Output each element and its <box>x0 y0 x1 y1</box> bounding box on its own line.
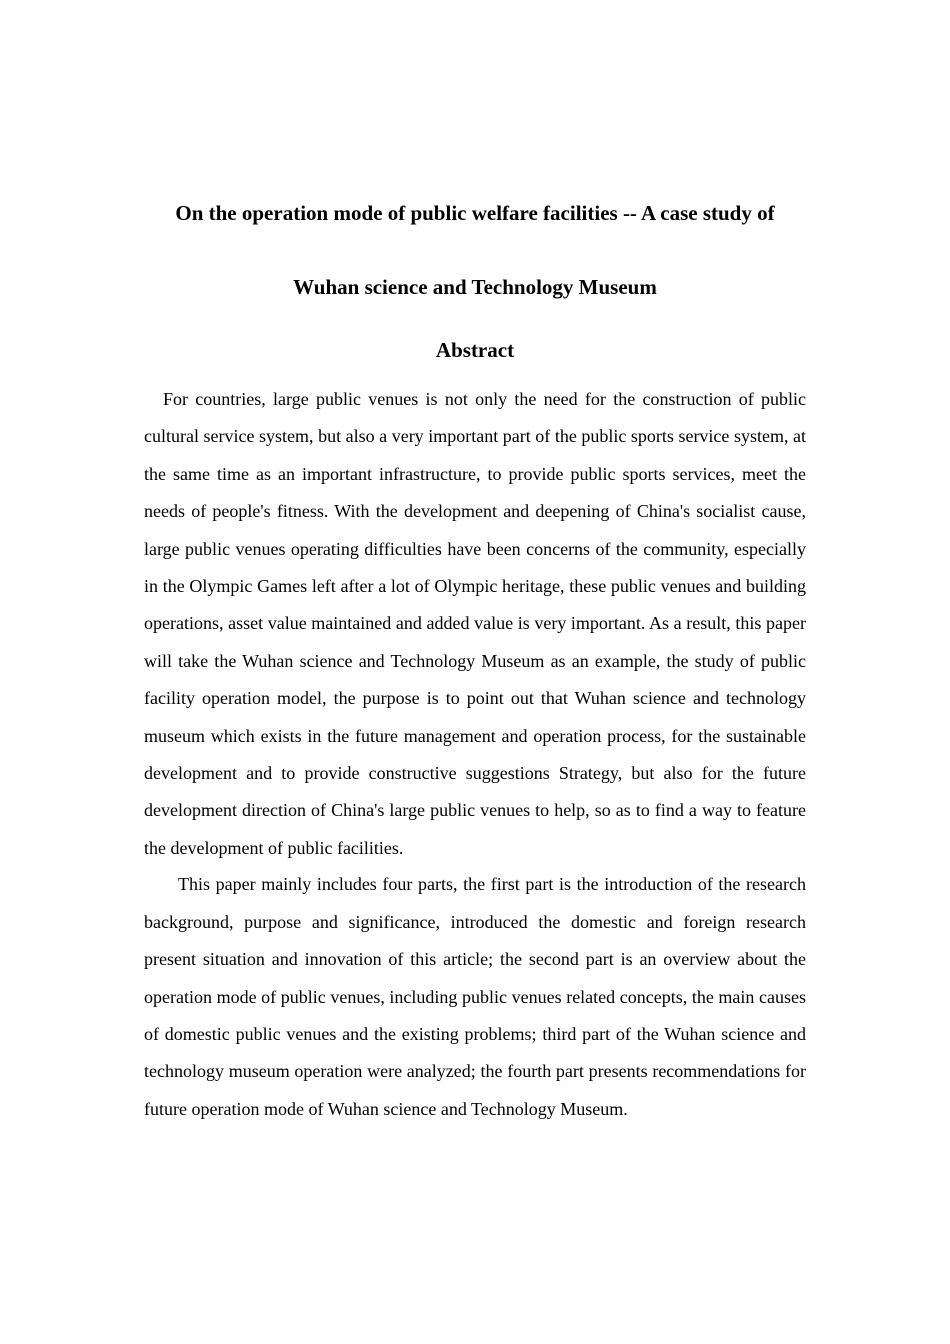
abstract-paragraph-2: This paper mainly includes four parts, the first part is the introduction of the research background, purpose and significance, introduced the domestic and foreign research present situation and innovation of this article; the second part is an overview about the operation mode of public venues, including public venues related concepts, the main causes of domestic public venues and the existing problems; third part of the Wuhan science and technology museum operation were analyzed; the fourth part presents recommendations for future operation mode of Wuhan science and Technology Museum. <box>144 874 806 1119</box>
abstract-paragraph-1: For countries, large public venues is not only the need for the construction of public cultural service system, but also a very important part of the public sports service system, at the same time as an important infrastructure, to provide public sports services, meet the needs of people's fitness. With the development and deepening of China's socialist cause, large public venues operating difficulties have been concerns of the community, especially in the Olympic Games left after a lot of Olympic heritage, these public venues and building operations, asset value maintained and added value is very important. As a result, this paper will take the Wuhan science and Technology Museum as an example, the study of public facility operation model, the purpose is to point out that Wuhan science and technology museum which exists in the future management and operation process, for the sustainable development and to provide constructive suggestions Strategy, but also for the future development direction of China's large public venues to help, so as to find a way to feature the development of public facilities. <box>144 389 806 858</box>
abstract-heading: Abstract <box>435 338 515 362</box>
document-title-line-1: On the operation mode of public welfare facilities -- A case study of <box>175 201 775 225</box>
document-title-line-2: Wuhan science and Technology Museum <box>293 275 657 299</box>
abstract-body <box>144 381 806 1128</box>
